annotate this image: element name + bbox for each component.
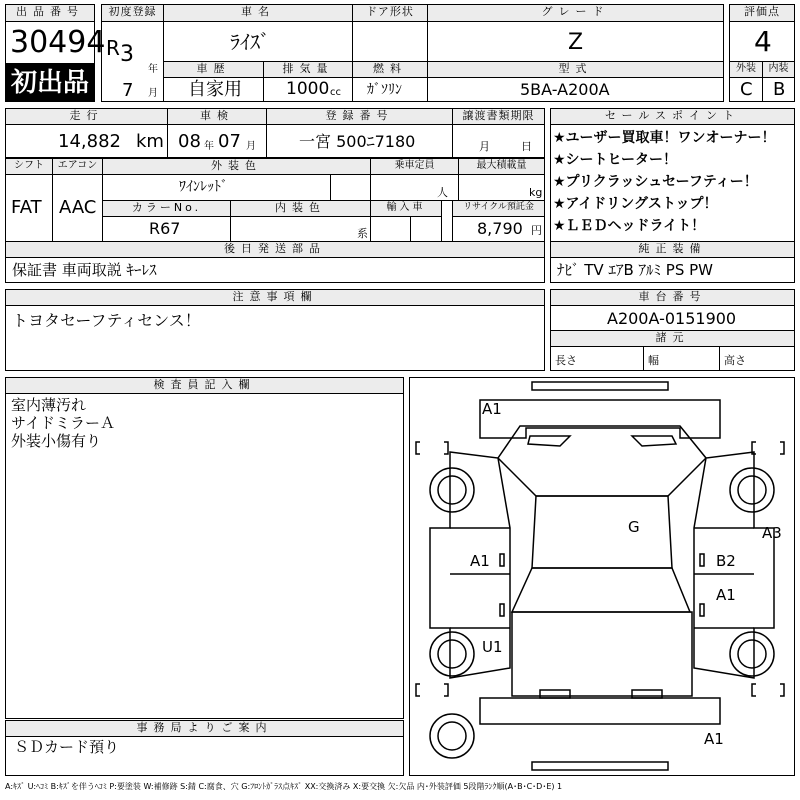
recycle-cell — [452, 216, 545, 242]
int-color-cell — [230, 216, 371, 242]
wheel-rear-left-inner — [438, 640, 466, 668]
mileage-value: 14,882 — [58, 131, 121, 152]
inspector-line: 外装小傷有り — [11, 432, 102, 450]
capacity-unit: 人 — [437, 186, 448, 199]
car-diagram — [409, 377, 795, 776]
reg-month-unit: 月 — [148, 88, 158, 99]
handle-right-rear — [700, 604, 704, 616]
ext-color-label: 外装色 — [102, 158, 371, 175]
mark-right-front-door: B2 — [716, 552, 736, 570]
ac-label: エアコン — [52, 158, 103, 175]
model-value: 5BA-A200A — [520, 80, 610, 99]
inspector-label: 検査員記入欄 — [5, 377, 404, 394]
transfer-day-unit: 日 — [521, 140, 532, 153]
displacement-value: 1000 — [286, 79, 330, 99]
office-label: 事務局よりご案内 — [5, 720, 404, 737]
int-grade-label: 内装 — [762, 61, 795, 78]
mileage-unit: km — [136, 131, 164, 152]
history-label: 車歴 — [163, 61, 264, 78]
lot-number-box — [5, 21, 106, 64]
ext-grade-value: C — [740, 79, 753, 100]
handle-left-front — [500, 554, 504, 566]
door-label: ドア形状 — [352, 4, 428, 22]
displacement-cell — [263, 77, 353, 102]
sales-point-item: ★プリクラッシュセーフティー！ — [553, 174, 758, 190]
ac-value: AAC — [59, 197, 97, 218]
color-no-value: R67 — [149, 219, 181, 238]
sales-point-item: ★ＬＥＤヘッドライト！ — [553, 218, 706, 234]
score-value: 4 — [754, 25, 772, 58]
load-label: 最大積載量 — [458, 158, 545, 175]
front-bumper-bar — [532, 382, 668, 390]
ext-grade-label: 外装 — [729, 61, 763, 78]
equipment-value: ﾅﾋﾞ TV ｴｱB ｱﾙﾐ PS PW — [557, 261, 713, 279]
rear-bumper-bar — [532, 762, 668, 770]
shift-cell — [5, 174, 53, 242]
shift-label: シフト — [5, 158, 53, 175]
office-box — [5, 736, 404, 776]
grade-value: Z — [568, 30, 584, 55]
mark-left-front-door: A1 — [470, 552, 490, 570]
first-listing-badge: 初出品 — [5, 64, 95, 102]
recycle-label: リサイクル預託金 — [452, 200, 545, 217]
height-label: 高さ — [724, 354, 746, 367]
fuel-cell — [352, 77, 428, 102]
mark-front: A1 — [482, 400, 502, 418]
accessories-cell — [5, 257, 545, 283]
sales-point-item: ★アイドリングストップ！ — [553, 196, 718, 212]
bracket-front-left — [416, 442, 448, 454]
mark-rear: A1 — [704, 730, 724, 748]
capacity-label: 乗車定員 — [370, 158, 459, 175]
ac-cell — [52, 174, 103, 242]
length-cell — [550, 346, 644, 371]
right-door-seams — [694, 528, 754, 628]
sales-point-item: ★シートヒーター！ — [553, 152, 677, 168]
era-prefix: R — [106, 36, 120, 60]
import-cell-2 — [410, 216, 442, 242]
load-cell — [458, 174, 545, 201]
ext-color-value: ﾜｲﾝﾚｯﾄﾞ — [179, 179, 228, 195]
rear-panel — [480, 698, 720, 724]
inspector-line: サイドミラーＡ — [11, 414, 115, 432]
bracket-rear-right — [752, 684, 784, 696]
chassis-cell — [550, 305, 795, 331]
legend: A:ｷｽﾞ U:ﾍｺﾐ B:ｷｽﾞを伴うﾍｺﾐ P:要塗装 W:補修跡 S:錆 C:腐食、穴 G:ﾌﾛﾝﾄｶﾞﾗｽ点ｷｽﾞ XX:交換済み X:要交換 欠:欠品 内･外装評価 5段階ﾗﾝｸ順(A･B･C･D･E) 1 — [5, 782, 563, 791]
score-label: 評価点 — [729, 4, 795, 22]
insp-month: 07 — [218, 131, 241, 152]
insp-year: 08 — [178, 131, 201, 152]
import-cell — [370, 216, 411, 242]
grade-label: グレード — [427, 4, 724, 22]
rear-deck — [512, 612, 692, 696]
model-label: 型式 — [427, 61, 724, 78]
int-grade-cell — [762, 77, 795, 102]
mark-right-side: A3 — [762, 524, 782, 542]
sales-points-box — [550, 124, 795, 242]
rear-window — [512, 568, 690, 612]
transfer-month-unit: 月 — [479, 140, 490, 153]
wheel-front-right — [730, 468, 774, 512]
recycle-value: 8,790 — [477, 219, 523, 238]
chassis-label: 車台番号 — [550, 289, 795, 306]
roof — [532, 496, 672, 568]
history-value: 自家用 — [188, 79, 242, 100]
mileage-label: 走行 — [5, 108, 168, 125]
reg-year: 3 — [120, 42, 134, 67]
dims-label: 諸元 — [550, 330, 795, 347]
transfer-cell — [452, 124, 545, 158]
notes-box — [5, 305, 545, 371]
handle-left-rear — [500, 604, 504, 616]
first-reg-box — [101, 21, 164, 102]
bracket-rear-left — [416, 684, 448, 696]
mark-left-rear-door: U1 — [482, 638, 503, 656]
int-color-unit: 系 — [357, 227, 368, 240]
displacement-label: 排気量 — [263, 61, 353, 78]
sales-points-label: セールスポイント — [550, 108, 795, 125]
inspection-label: 車検 — [167, 108, 267, 125]
plate-value: 一宮 500ﾆ7180 — [299, 132, 416, 151]
accessories-value: 保証書 車両取説 ｷｰﾚｽ — [12, 261, 157, 279]
sales-point-item: ★ユーザー買取車！ワンオーナー！ — [553, 130, 776, 146]
plate-cell — [266, 124, 453, 158]
transfer-label: 譲渡書類期限 — [452, 108, 545, 125]
wheel-front-left — [430, 468, 474, 512]
fuel-label: 燃料 — [352, 61, 428, 78]
chassis-value: A200A-0151900 — [607, 309, 737, 328]
model-cell — [427, 77, 724, 102]
grade-cell — [427, 21, 724, 62]
length-label: 長さ — [555, 354, 577, 367]
wheel-front-left-inner — [438, 476, 466, 504]
notes-value: トヨタセーフティセンス！ — [12, 311, 201, 330]
insp-year-unit: 年 — [204, 141, 214, 152]
notes-label: 注意事項欄 — [5, 289, 545, 306]
inspector-line: 室内薄汚れ — [11, 396, 87, 414]
hood-lines — [528, 436, 676, 446]
bracket-front-right — [752, 442, 784, 454]
color-no-label: カラーNo. — [102, 200, 231, 217]
wheel-front-right-inner — [738, 476, 766, 504]
car-name-label: 車名 — [163, 4, 353, 22]
import-label: 輸入車 — [370, 200, 442, 217]
rear-light-left — [540, 690, 570, 698]
color-no-cell — [102, 216, 231, 242]
displacement-unit: cc — [330, 87, 341, 98]
int-color-label: 内装色 — [230, 200, 371, 217]
reg-year-unit: 年 — [148, 64, 158, 75]
mark-roof: G — [628, 518, 640, 536]
score-cell — [729, 21, 795, 62]
capacity-cell — [370, 174, 459, 201]
wheel-rear-right-inner — [738, 640, 766, 668]
wheel-rear-left — [430, 632, 474, 676]
wheel-rear-right — [730, 632, 774, 676]
lot-number-label: 出品番号 — [5, 4, 95, 22]
ext-color-cell — [102, 174, 331, 201]
ext-grade-cell — [729, 77, 763, 102]
spare-wheel-inner — [438, 722, 466, 750]
fuel-value: ｶﾞｿﾘﾝ — [367, 82, 402, 98]
car-name: ﾗｲｽﾞ — [230, 30, 270, 54]
load-unit: kg — [529, 186, 543, 199]
door-cell — [352, 21, 428, 62]
equipment-cell — [550, 257, 795, 283]
plate-label: 登録番号 — [266, 108, 453, 125]
rear-light-right — [632, 690, 662, 698]
handle-right-front — [700, 554, 704, 566]
width-label: 幅 — [648, 354, 659, 367]
insp-month-unit: 月 — [246, 141, 256, 152]
inspection-cell — [167, 124, 267, 158]
inspector-box — [5, 393, 404, 719]
accessories-label: 後日発送部品 — [5, 241, 545, 258]
left-door-seams — [450, 528, 510, 628]
first-reg-label: 初度登録 — [101, 4, 164, 22]
car-diagram-svg — [410, 378, 794, 775]
reg-month: 7 — [122, 80, 134, 101]
recycle-unit: 円 — [531, 224, 542, 237]
mileage-cell — [5, 124, 168, 158]
office-value: ＳＤカード預り — [14, 738, 120, 756]
int-grade-value: B — [773, 79, 786, 100]
car-name-cell — [163, 21, 353, 62]
history-cell — [163, 77, 264, 102]
lot-number: 30494 — [10, 25, 106, 60]
ext-color-extra-cell — [330, 174, 371, 201]
shift-value: FAT — [11, 197, 42, 218]
height-cell — [719, 346, 795, 371]
spare-wheel — [430, 714, 474, 758]
mark-right-rear-door: A1 — [716, 586, 736, 604]
width-cell — [643, 346, 720, 371]
equipment-label: 純正装備 — [550, 241, 795, 258]
